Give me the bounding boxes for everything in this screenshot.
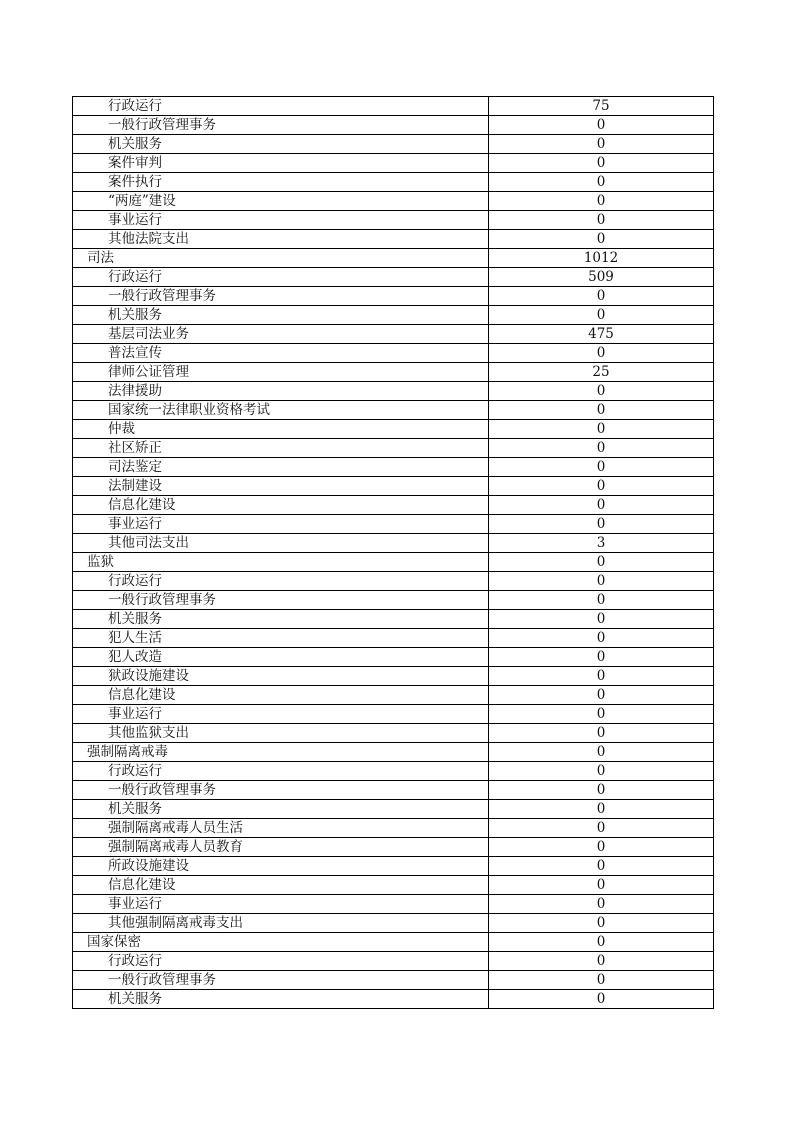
table-row	[73, 724, 714, 743]
category-name-cell: 国家保密	[73, 933, 489, 952]
amount-cell: 0	[489, 477, 714, 496]
item-name-cell: 狱政设施建设	[73, 667, 489, 686]
table-row	[73, 705, 714, 724]
amount-cell: 0	[489, 800, 714, 819]
table-row	[73, 952, 714, 971]
amount-cell: 25	[489, 363, 714, 382]
item-name-cell: 一般行政管理事务	[73, 781, 489, 800]
item-name-cell: 一般行政管理事务	[73, 591, 489, 610]
item-name-cell: 其他强制隔离戒毒支出	[73, 914, 489, 933]
table-row	[73, 382, 714, 401]
amount-cell: 475	[489, 325, 714, 344]
amount-cell: 0	[489, 496, 714, 515]
item-name-cell: 强制隔离戒毒人员生活	[73, 819, 489, 838]
table-row	[73, 971, 714, 990]
table-row	[73, 819, 714, 838]
amount-cell: 0	[489, 192, 714, 211]
table-row	[73, 325, 714, 344]
table-row	[73, 686, 714, 705]
amount-cell: 0	[489, 743, 714, 762]
table-row	[73, 344, 714, 363]
table-row	[73, 781, 714, 800]
amount-cell: 0	[489, 933, 714, 952]
item-name-cell: 机关服务	[73, 800, 489, 819]
table-row	[73, 838, 714, 857]
amount-cell: 0	[489, 173, 714, 192]
amount-cell: 0	[489, 629, 714, 648]
table-row	[73, 667, 714, 686]
item-name-cell: 其他司法支出	[73, 534, 489, 553]
item-name-cell: 司法鉴定	[73, 458, 489, 477]
table-row	[73, 591, 714, 610]
table-row	[73, 116, 714, 135]
amount-cell: 0	[489, 914, 714, 933]
table-row	[73, 287, 714, 306]
amount-cell: 0	[489, 135, 714, 154]
table-row	[73, 230, 714, 249]
amount-cell: 0	[489, 952, 714, 971]
amount-cell: 0	[489, 287, 714, 306]
category-name-cell: 司法	[73, 249, 489, 268]
table-row	[73, 268, 714, 287]
table-row	[73, 363, 714, 382]
amount-cell: 3	[489, 534, 714, 553]
item-name-cell: 法律援助	[73, 382, 489, 401]
item-name-cell: 法制建设	[73, 477, 489, 496]
amount-cell: 0	[489, 667, 714, 686]
table-row	[73, 249, 714, 268]
amount-cell: 0	[489, 686, 714, 705]
table-row	[73, 534, 714, 553]
item-name-cell: 其他监狱支出	[73, 724, 489, 743]
amount-cell: 0	[489, 344, 714, 363]
item-name-cell: “两庭”建设	[73, 192, 489, 211]
item-name-cell: 普法宣传	[73, 344, 489, 363]
item-name-cell: 所政设施建设	[73, 857, 489, 876]
amount-cell: 0	[489, 705, 714, 724]
item-name-cell: 仲裁	[73, 420, 489, 439]
table-row	[73, 306, 714, 325]
item-name-cell: 一般行政管理事务	[73, 971, 489, 990]
amount-cell: 509	[489, 268, 714, 287]
table-row	[73, 135, 714, 154]
amount-cell: 0	[489, 230, 714, 249]
table-row	[73, 420, 714, 439]
amount-cell: 75	[489, 97, 714, 116]
table-row	[73, 439, 714, 458]
table-row	[73, 762, 714, 781]
amount-cell: 0	[489, 990, 714, 1009]
item-name-cell: 基层司法业务	[73, 325, 489, 344]
item-name-cell: 一般行政管理事务	[73, 116, 489, 135]
item-name-cell: 社区矫正	[73, 439, 489, 458]
item-name-cell: 行政运行	[73, 762, 489, 781]
table-row	[73, 895, 714, 914]
amount-cell: 0	[489, 857, 714, 876]
table-row	[73, 515, 714, 534]
amount-cell: 0	[489, 515, 714, 534]
amount-cell: 0	[489, 724, 714, 743]
item-name-cell: 机关服务	[73, 135, 489, 154]
item-name-cell: 案件审判	[73, 154, 489, 173]
table-row	[73, 97, 714, 116]
table-row	[73, 800, 714, 819]
item-name-cell: 行政运行	[73, 572, 489, 591]
table-row	[73, 610, 714, 629]
item-name-cell: 律师公证管理	[73, 363, 489, 382]
item-name-cell: 犯人生活	[73, 629, 489, 648]
amount-cell: 0	[489, 819, 714, 838]
amount-cell: 0	[489, 895, 714, 914]
table-row	[73, 648, 714, 667]
table-row	[73, 192, 714, 211]
budget-table-body	[73, 97, 714, 1009]
table-row	[73, 914, 714, 933]
table-row	[73, 154, 714, 173]
item-name-cell: 信息化建设	[73, 496, 489, 515]
item-name-cell: 强制隔离戒毒人员教育	[73, 838, 489, 857]
amount-cell: 0	[489, 838, 714, 857]
table-row	[73, 876, 714, 895]
item-name-cell: 案件执行	[73, 173, 489, 192]
item-name-cell: 行政运行	[73, 268, 489, 287]
item-name-cell: 信息化建设	[73, 876, 489, 895]
budget-table	[72, 96, 714, 1009]
category-name-cell: 强制隔离戒毒	[73, 743, 489, 762]
item-name-cell: 事业运行	[73, 895, 489, 914]
amount-cell: 0	[489, 401, 714, 420]
category-name-cell: 监狱	[73, 553, 489, 572]
table-row	[73, 458, 714, 477]
amount-cell: 1012	[489, 249, 714, 268]
table-row	[73, 211, 714, 230]
item-name-cell: 其他法院支出	[73, 230, 489, 249]
table-row	[73, 857, 714, 876]
table-row	[73, 496, 714, 515]
amount-cell: 0	[489, 876, 714, 895]
amount-cell: 0	[489, 610, 714, 629]
table-row	[73, 990, 714, 1009]
item-name-cell: 国家统一法律职业资格考试	[73, 401, 489, 420]
table-row	[73, 477, 714, 496]
amount-cell: 0	[489, 306, 714, 325]
table-row	[73, 743, 714, 762]
item-name-cell: 行政运行	[73, 952, 489, 971]
amount-cell: 0	[489, 154, 714, 173]
amount-cell: 0	[489, 971, 714, 990]
amount-cell: 0	[489, 211, 714, 230]
amount-cell: 0	[489, 382, 714, 401]
item-name-cell: 机关服务	[73, 990, 489, 1009]
item-name-cell: 行政运行	[73, 97, 489, 116]
amount-cell: 0	[489, 762, 714, 781]
item-name-cell: 机关服务	[73, 306, 489, 325]
item-name-cell: 信息化建设	[73, 686, 489, 705]
amount-cell: 0	[489, 591, 714, 610]
table-row	[73, 933, 714, 952]
amount-cell: 0	[489, 439, 714, 458]
item-name-cell: 犯人改造	[73, 648, 489, 667]
table-row	[73, 401, 714, 420]
table-row	[73, 173, 714, 192]
item-name-cell: 事业运行	[73, 515, 489, 534]
item-name-cell: 事业运行	[73, 705, 489, 724]
amount-cell: 0	[489, 116, 714, 135]
amount-cell: 0	[489, 572, 714, 591]
item-name-cell: 一般行政管理事务	[73, 287, 489, 306]
amount-cell: 0	[489, 420, 714, 439]
amount-cell: 0	[489, 781, 714, 800]
item-name-cell: 机关服务	[73, 610, 489, 629]
table-row	[73, 553, 714, 572]
table-row	[73, 629, 714, 648]
amount-cell: 0	[489, 648, 714, 667]
amount-cell: 0	[489, 458, 714, 477]
amount-cell: 0	[489, 553, 714, 572]
item-name-cell: 事业运行	[73, 211, 489, 230]
table-row	[73, 572, 714, 591]
